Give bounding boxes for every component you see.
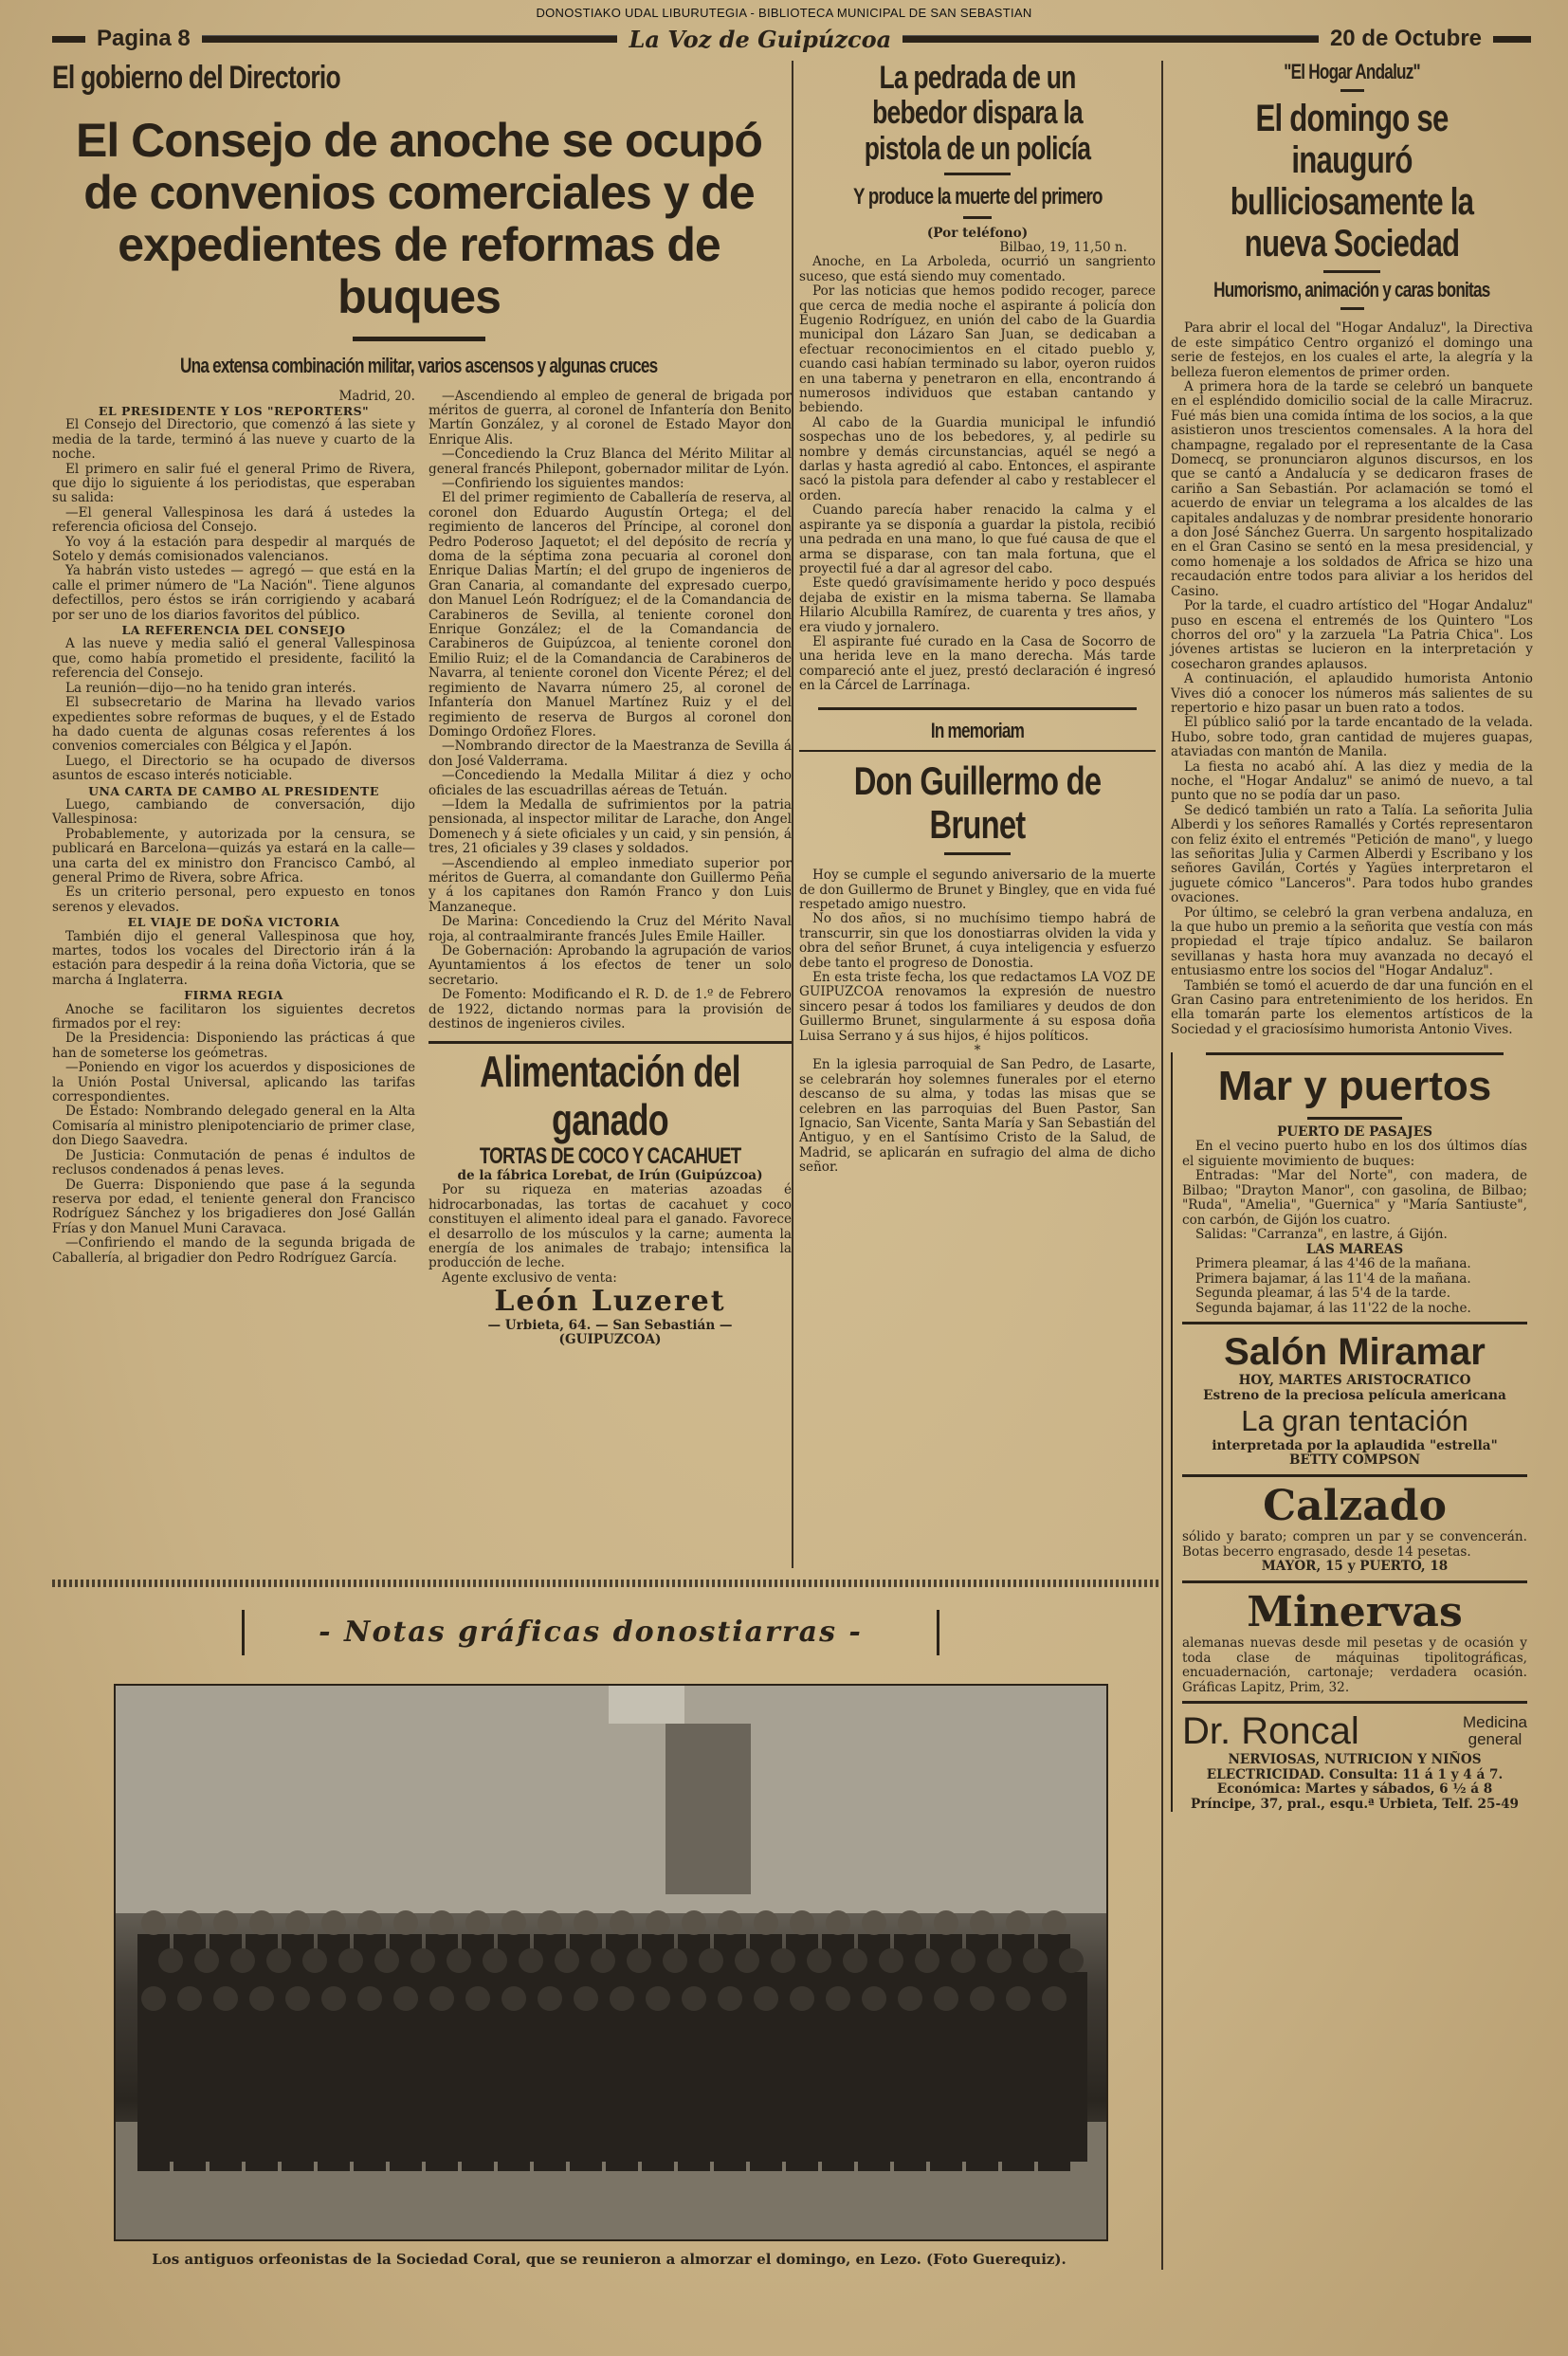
person-head: [357, 1910, 382, 1935]
paragraph: De Justicia: Conmutación de penas é indultos de reclusos condenados á penas leves.: [52, 1147, 415, 1178]
person-head: [338, 1948, 363, 1973]
person-head: [610, 1986, 634, 2011]
paragraph: A las nueve y media salió el general Vallespinosa que, como había prometido el presidente, facilitó la referencia del Consejo.: [52, 636, 415, 682]
roncal-line2: ELECTRICIDAD. Consulta: 11 á 1 y 4 á 7.: [1206, 1766, 1504, 1782]
paragraph: —Poniendo en vigor los acuerdos y disposiciones de la Unión Postal Universal, aplicando las tarifas correspondientes.: [52, 1060, 415, 1105]
header-rule: [52, 36, 85, 43]
notas-title-box: [242, 1610, 939, 1655]
doorway: [665, 1724, 751, 1894]
top-row: [52, 61, 1161, 1568]
divider: [1307, 1117, 1402, 1120]
person-body: [534, 2010, 566, 2171]
roncal-line4: Príncipe, 37, pral., esqu.ª Urbieta, Telf. 25-49: [1190, 1796, 1520, 1812]
divider: [944, 173, 1011, 175]
pedrada-dateline: Bilbao, 19, 11,50 n.: [999, 239, 1127, 255]
notas-title: - Notas gráficas donostiarras -: [319, 1615, 863, 1649]
section-heading: LA REFERENCIA DEL CONSEJO: [121, 623, 346, 638]
roncal-name: Dr. Roncal: [1182, 1710, 1359, 1753]
paragraph: Por último, se celebró la gran verbena andaluza, en la que hubo un premio a la señorita que vestía con más propiedad el traje típico andaluz. Se bailaron sevillanas y hasta hora muy avanzada no decayó el entusiasmo entre los socios del "Hogar Andaluz".: [1171, 904, 1533, 979]
paragraph: Por las noticias que hemos podido recoger, parece que cerca de media noche el aspirante á policía don Eugenio Rodríguez, en unión del cabo de la Guardia municipal don Lázaro San Juan, se dedicaban a efectuar reconocimientos en el citado pueblo y, cuando casi habían terminado su labor, oyeron ruidos en una taberna y penetraron en ella, encontrando á numerosos individuos que estaban cantando y bebiendo.: [799, 283, 1156, 416]
paragraph: Para abrir el local del "Hogar Andaluz", la Directiva de este simpático Centro organizó el domingo una serie de festejos, en los cuales el arte, la alegría y la belleza fueron elementos de primer orden.: [1171, 320, 1533, 380]
person-body: [318, 2010, 350, 2171]
person-head: [646, 1986, 670, 2011]
person-head: [735, 1948, 759, 1973]
person-head: [807, 1948, 831, 1973]
paragraph: También se tomó el acuerdo de dar una función en el Gran Casino para entretenimiento de los heridos. En ella tomarán parte los elementos artísticos de la Sociedad y el graciosísimo humorista Antonio Vives.: [1171, 977, 1533, 1037]
mar-intro: En el vecino puerto hubo en los dos últimos días el siguiente movimiento de buques:: [1182, 1139, 1527, 1169]
paragraph: Por la tarde, el cuadro artístico del "Hogar Andaluz" puso en escena el entremés de los Quintero "Los chorros del oro" y la zarzuela "La Patria Chica". Los jóvenes artistas se lucieron en la interpretación y cosecharon grandes aplausos.: [1171, 598, 1533, 672]
paragraph: —Confiriendo los siguientes mandos:: [442, 476, 684, 492]
divider: [1182, 1322, 1527, 1324]
person-head: [826, 1986, 850, 2011]
person-body: [282, 2010, 314, 2171]
miramar-line1: HOY, MARTES ARISTOCRATICO: [1238, 1373, 1471, 1389]
person-head: [519, 1948, 543, 1973]
miramar-film: La gran tentación: [1241, 1404, 1468, 1438]
person-body: [390, 2010, 422, 2171]
directorio-col2: [428, 390, 792, 1032]
hogar-headline: El domingo se inauguró bulliciosamente la nueva Sociedad: [1230, 98, 1474, 265]
ganado-subtitle: TORTAS DE COCO Y CACAHUET: [479, 1142, 741, 1169]
person-body: [1002, 2010, 1034, 2171]
directorio-columns: [52, 388, 792, 1348]
person-body: [354, 2010, 386, 2171]
person-body: [642, 2010, 674, 2171]
person-head: [429, 1910, 454, 1935]
hogar-article: [1171, 61, 1533, 1037]
person-head: [790, 1986, 814, 2011]
person-head: [357, 1986, 382, 2011]
mar-title: Mar y puertos: [1217, 1063, 1492, 1110]
person-head: [682, 1910, 706, 1935]
paragraph: —Concediendo la Medalla Militar á diez y ocho oficiales de las escuadrillas aéreas de Tetuán.: [428, 768, 792, 798]
person-head: [321, 1986, 346, 2011]
person-head: [393, 1910, 418, 1935]
person-head: [158, 1948, 183, 1973]
paragraph: Al cabo de la Guardia municipal le infundió sospechas uno de los bebedores, y, al pedirle su nombre y demás circunstancias, aquél se negó a darlas y hasta agredió al cabo. Entonces, el aspirante sacó la pistola para defender al cabo y restablecer el orden.: [799, 414, 1156, 503]
person-body: [894, 2010, 926, 2171]
directorio-col1: [52, 390, 415, 1348]
roncal-header: [1182, 1709, 1527, 1753]
person-body: [822, 2010, 854, 2171]
ganado-text: Por su riqueza en materias azoadas é hidrocarbonadas, las tortas de cacahuet y coco constituyen el alimento ideal para el ganado. Favorece el desarrollo de los músculos y la carne; aumenta la energía de los animales de trabajo; intensifica la producción de leche.: [428, 1182, 792, 1271]
person-head: [790, 1910, 814, 1935]
pedrada-subhead: Y produce la muerte del primero: [852, 184, 1103, 210]
person-head: [249, 1910, 274, 1935]
person-head: [538, 1910, 562, 1935]
person-head: [285, 1986, 310, 2011]
person-body: [246, 2010, 278, 2171]
person-head: [1023, 1948, 1048, 1973]
divider: [963, 216, 992, 219]
paragraph: —Idem la Medalla de sufrimientos por la patria pensionada, al inspector militar de Larache, don Angel Domenech y á siete oficiales y un caid, y sin pensión, á tres, 21 oficiales y 39 clases y soldados.: [428, 796, 792, 857]
paragraph: Ya habrán visto ustedes — agregó — que está en la calle el primer número de "La Nación". Tiene algunos defectillos, pero éstos se irán corrigiendo y acabará por ser uno de los diarios favoritos del público.: [52, 563, 415, 623]
person-body: [786, 2010, 818, 2171]
person-head: [465, 1910, 490, 1935]
divider: [1182, 1701, 1527, 1704]
page-header: [52, 25, 1531, 53]
roncal-specialty: Medicina general: [1462, 1713, 1527, 1749]
person-body: [570, 2010, 602, 2171]
person-head: [591, 1948, 615, 1973]
person-head: [483, 1948, 507, 1973]
person-head: [646, 1910, 670, 1935]
divider: [799, 750, 1156, 752]
person-head: [898, 1986, 922, 2011]
mar-section-mareas: LAS MAREAS: [1305, 1241, 1404, 1257]
paragraph: En la iglesia parroquial de San Pedro, de Lasarte, se celebrarán hoy solemnes funerales por el eterno descanso de su alma, y todas las misas que se celebren en las parroquias del Buen Pastor, San Ignacio, San Vicente, Santa María y San Sebastián del Antiguo, y en el Santísimo Cristo de la Salud, de Madrid, se aplicarán en sufragio del alma de dicho señor.: [799, 1057, 1156, 1176]
section-divider: [52, 1580, 1161, 1587]
person-head: [862, 1910, 886, 1935]
person-head: [447, 1948, 471, 1973]
header-rule: [202, 35, 618, 43]
person-head: [934, 1986, 958, 2011]
directorio-subhead: Una extensa combinación militar, varios ascensos y algunas cruces: [180, 354, 658, 378]
hogar-kicker: "El Hogar Andaluz": [1284, 60, 1420, 83]
person-head: [266, 1948, 291, 1973]
paragraph: El aspirante fué curado en la Casa de Socorro de una herida leve en la mano derecha. Más tarde compareció ante el juez, prestó declaración é ingresó en la Cárcel de Larrínaga.: [799, 633, 1156, 694]
person-head: [285, 1910, 310, 1935]
person-head: [1006, 1986, 1030, 2011]
person-head: [574, 1910, 598, 1935]
person-head: [682, 1986, 706, 2011]
paragraph: —Confiriendo el mando de la segunda brigada de Caballería, al brigadier don Pedro Rodríguez García.: [52, 1235, 415, 1266]
person-body: [750, 2010, 782, 2171]
calzado-title: Calzado: [1263, 1481, 1447, 1530]
person-head: [177, 1986, 202, 2011]
miramar-line2: Estreno de la preciosa película americana: [1203, 1387, 1506, 1403]
pedrada-source: (Por teléfono): [926, 225, 1029, 241]
person-head: [879, 1948, 903, 1973]
person-body: [678, 2010, 710, 2171]
person-head: [249, 1986, 274, 2011]
person-head: [610, 1910, 634, 1935]
paragraph: Es un criterio personal, pero expuesto en tonos serenos y elevados.: [52, 885, 415, 915]
pedrada-body: [799, 255, 1156, 693]
section-heading: FIRMA REGIA: [184, 988, 283, 1003]
paragraph: También dijo el general Vallespinosa que hoy, martes, todos los vocales del Directorio irán á la estación para despedir á la reina doña Victoria, que se marcha á Inglaterra.: [52, 928, 415, 988]
person-head: [934, 1910, 958, 1935]
person-body: [714, 2010, 746, 2171]
person-body: [173, 2010, 206, 2171]
person-head: [177, 1910, 202, 1935]
person-head: [987, 1948, 1012, 1973]
calzado-address: MAYOR, 15 y PUERTO, 18: [1261, 1559, 1449, 1575]
person-head: [771, 1948, 795, 1973]
paragraph: A primera hora de la tarde se celebró un banquete en el espléndido domicilio social de la calle Miracruz. Fué más bien una comida íntima de los socios, a la que asistieron unos trescientos comensales. A la hora del champagne, regalado por el representante de la Casa Domecq, se pronunciaron algunos discursos, en los que se cantó a Andalucía y se dedicaron frases de cariño a San Sebastián. Por aclamación se tomó el acuerdo de enviar un telegrama a los alcaldes de las capitales andaluzas y de nombrar presidente honorario a don José Sánchez Guerra. Un sargento hospitalizado en el Gran Casino se sentó en la mesa presidencial, y como homenaje a los soldados de Africa se hizo una recaudación entre todos para aliviar a los heridos del Casino.: [1171, 379, 1533, 599]
paragraph: El del primer regimiento de Caballería de reserva, al coronel don Eduardo Augustín Ortega; el del regimiento de lanceros del Príncipe, al coronel don Pedro Poderoso Jaquetot; el del depósito de recría y doma de la séptima zona pecuaria al coronel don Enrique Dalias Martín; el del grupo de ingenieros de Gran Canaria, al comandante del expresado cuerpo, don Manuel León Rodríguez; el de la Comandancia de Carabineros de Sevilla, al teniente coronel don Enrique González; el de la Comandancia de Carabineros de Guipúzcoa, al teniente coronel don Emilio Ruiz; el de la Comandancia de Carabineros de Navarra, al teniente coronel don Vicente Pérez; el del regimiento de Navarra número 25, al coronel de Infantería don Manuel Martínez Ruiz y el del regimiento de reserva de Burgos al coronel don Domingo Ordoñez Flores.: [428, 490, 792, 740]
person-head: [1042, 1986, 1067, 2011]
hogar-body: [1171, 321, 1533, 1037]
ganado-region: (GUIPUZCOA): [558, 1332, 662, 1348]
section-heading: EL PRESIDENTE Y LOS "REPORTERS": [98, 403, 370, 418]
paragraph: Probablemente, y autorizada por la censura, se publicará en Barcelona—quizás ya estará en la calle—una carta del ex ministro don Francisco Cambó, al general Primo de Rivera, sobre Africa.: [52, 826, 415, 886]
divider: [944, 852, 1011, 855]
person-head: [915, 1948, 939, 1973]
person-head: [141, 1986, 166, 2011]
person-head: [862, 1986, 886, 2011]
person-head: [898, 1910, 922, 1935]
divider: [1340, 89, 1364, 92]
mar-entradas: Entradas: "Mar del Norte", con madera, de Bilbao; "Drayton Manor", con gasolina, de Bilbao; "Ruda", "Amelia", "Guernica" y "María Santiuste", con carbón, de Gijón los cuatro.: [1182, 1168, 1527, 1228]
person-head: [1006, 1910, 1030, 1935]
person-head: [141, 1910, 166, 1935]
person-head: [951, 1948, 975, 1973]
directorio-headline: El Consejo de anoche se ocupó de convenios comerciales y de expedientes de reformas de buques: [76, 114, 762, 324]
paragraph: De Marina: Concediendo la Cruz del Mérito Naval roja, al contraalmirante francés Jules Emile Hailler.: [428, 914, 792, 944]
directorio-article: [52, 61, 792, 1348]
person-head: [410, 1948, 435, 1973]
person-head: [718, 1910, 742, 1935]
brunet-kicker: In memoriam: [930, 718, 1025, 742]
person-head: [393, 1986, 418, 2011]
person-body: [930, 2010, 962, 2171]
paragraph: No dos años, si no muchísimo tiempo habrá de transcurrir, sin que los donostiarras olviden la vida y obra del señor Brunet, á cuya inteligencia y esfuerzo debe tanto el progreso de Donostia.: [799, 911, 1156, 971]
paragraph: *: [974, 1043, 981, 1058]
person-head: [970, 1910, 994, 1935]
paragraph: —Ascendiendo al empleo de general de brigada por méritos de guerra, al coronel de Infantería don Benito Martín González, y al coronel de Estado Mayor don Enrique Alis.: [428, 388, 792, 447]
paragraph: Se dedicó también un rato a Talía. La señorita Julia Alberdi y los señores Ramallés y Cortés representaron con feliz éxito el entremés "Petición de mano", y luego las señoritas Julia y Carmen Alberdi y Escribano y los señores Gavilán, Cortés y Yagües interpretaron el juguete cómico "Lanceros". Para todos hubo grandes ovaciones.: [1171, 802, 1533, 906]
ornament-rule: [1206, 1052, 1504, 1055]
paragraph: La reunión—dijo—no ha tenido gran interés.: [65, 680, 356, 696]
paragraph: En esta triste fecha, los que redactamos LA VOZ DE GUIPUZCOA renovamos la expresión de nuestro sincero pesar á todos los familiares y deudos de don Guillermo Brunet, singularmente á su esposa doña Luisa Serrano y á sus hijos, é hijos políticos.: [799, 969, 1156, 1044]
brunet-headline: Don Guillermo de Brunet: [853, 758, 1102, 847]
photo-illustration: [116, 1686, 1106, 2239]
left-area: [52, 61, 1161, 2268]
library-watermark: DONOSTIAKO UDAL LIBURUTEGIA - BIBLIOTECA MUNICIPAL DE SAN SEBASTIAN: [536, 6, 1032, 20]
person-head: [429, 1986, 454, 2011]
person-head: [501, 1910, 526, 1935]
choir-photo: [114, 1684, 1108, 2241]
tide-line: Primera bajamar, á las 11'4 de la mañana.: [1195, 1270, 1471, 1287]
tide-list: [1182, 1257, 1527, 1316]
right-ads: [1171, 1052, 1533, 1812]
sign-plaque: [609, 1686, 684, 1724]
right-column: [1161, 61, 1533, 2270]
paragraph: —Ascendiendo al empleo inmediato superior por méritos de Guerra, al comandante don Guillermo Peña y á los capitanes don Ramón Franco y don Luis Manzaneque.: [428, 855, 792, 915]
minervas-text: alemanas nuevas desde mil pesetas y de ocasión y toda clase de máquinas tipolitográficas, encuadernación, cartonaje; verdadera ocasión. Gráficas Lapitz, Prim, 32.: [1182, 1635, 1527, 1695]
photo-caption: Los antiguos orfeonistas de la Sociedad Coral, que se reunieron a almorzar el domingo, en Lezo. (Foto Guerequiz).: [152, 2251, 1067, 2268]
person-head: [754, 1910, 778, 1935]
ganado-agent-label: Agente exclusivo de venta:: [442, 1269, 617, 1286]
ganado-ad: [428, 1041, 792, 1347]
pedrada-article: [799, 61, 1156, 694]
ganado-agent: León Luzeret: [494, 1285, 726, 1319]
directorio-kicker: El gobierno del Directorio: [52, 60, 340, 96]
header-rule: [1493, 36, 1531, 43]
person-body: [498, 2010, 530, 2171]
person-head: [627, 1948, 651, 1973]
paragraph: El subsecretario de Marina ha llevado varios expedientes sobre reformas de buques, y el de Estado ha dado cuenta de algunas cosas referentes á los convenios comerciales con Bélgica y el Japón.: [52, 695, 415, 755]
miramar-star: BETTY COMPSON: [1288, 1452, 1421, 1469]
person-head: [194, 1948, 219, 1973]
section-heading: EL VIAJE DE DOÑA VICTORIA: [127, 915, 340, 930]
issue-date: 20 de Octubre: [1329, 26, 1483, 51]
tide-line: Primera pleamar, á las 4'46 de la mañana.: [1195, 1256, 1471, 1272]
miramar-line3: interpretada por la aplaudida "estrella": [1212, 1437, 1498, 1453]
paragraph: De Gobernación: Aprobando la agrupación de varios Ayuntamientos á los efectos de tener un solo secretario.: [428, 943, 792, 988]
divider: [1323, 270, 1380, 273]
person-head: [213, 1986, 238, 2011]
paragraph: La fiesta no acabó ahí. A las diez y media de la noche, el "Hogar Andaluz" se animó de nuevo, a tal punto que no se podía dar un paso.: [1171, 758, 1533, 804]
mar-salidas: Salidas: "Carranza", en lastre, á Gijón.: [1195, 1227, 1448, 1243]
ganado-maker: de la fábrica Lorebat, de Irún (Guipúzcoa): [457, 1168, 763, 1184]
person-body: [606, 2010, 638, 2171]
person-body: [426, 2010, 458, 2171]
person-head: [843, 1948, 867, 1973]
person-head: [574, 1986, 598, 2011]
paragraph: Madrid, 20.: [338, 388, 415, 404]
person-head: [970, 1986, 994, 2011]
person-head: [374, 1948, 399, 1973]
person-head: [754, 1986, 778, 2011]
tide-line: Segunda bajamar, á las 11'22 de la noche.: [1195, 1300, 1471, 1316]
roncal-line1: NERVIOSAS, NUTRICION Y NIÑOS: [1228, 1752, 1482, 1768]
person-head: [501, 1986, 526, 2011]
person-head: [1042, 1910, 1067, 1935]
brunet-body: [799, 868, 1156, 1176]
paragraph: A continuación, el aplaudido humorista Antonio Vives dió a conocer los números más salientes de su repertorio e hizo pasar un buen rato a todos.: [1171, 671, 1533, 716]
paragraph: Luego, cambiando de conversación, dijo Vallespinosa:: [52, 796, 415, 828]
paragraph: Anoche, en La Arboleda, ocurrió un sangriento suceso, que está siendo muy comentado.: [799, 254, 1156, 284]
header-rule: [903, 35, 1319, 43]
divider: [1182, 1580, 1527, 1583]
paragraph: El público salió por la tarde encantado de la velada. Hubo, sobre todo, gran cantidad de mujeres guapas, ataviadas con mantón de Manila.: [1171, 715, 1533, 760]
paragraph: Luego, el Directorio se ha ocupado de diversos asuntos de escaso interés noticiable.: [52, 753, 415, 784]
divider: [1182, 1474, 1527, 1477]
person-head: [321, 1910, 346, 1935]
ganado-title: Alimentación del ganado: [480, 1047, 740, 1145]
person-body: [1038, 2010, 1070, 2171]
tide-line: Segunda pleamar, á las 5'4 de la tarde.: [1195, 1286, 1451, 1302]
person-head: [465, 1986, 490, 2011]
person-head: [1059, 1948, 1084, 1973]
person-body: [210, 2010, 242, 2171]
person-head: [663, 1948, 687, 1973]
calzado-text: sólido y barato; compren un par y se convencerán. Botas becerro engrasado, desde 14 pesetas.: [1182, 1529, 1527, 1560]
page-body: [52, 61, 1533, 2270]
page-number: Pagina 8: [97, 26, 191, 51]
person-head: [538, 1986, 562, 2011]
paragraph: Este quedó gravísimamente herido y poco después dejaba de existir en la misma taberna. Se llamaba Hilario Alcubilla Ramírez, de cuarenta y tres años, y era viudo y jornalero.: [799, 575, 1156, 635]
pedrada-headline: La pedrada de un bebedor dispara la pistola de un policía: [864, 60, 1091, 167]
paragraph: —El general Vallespinosa les dará á ustedes la referencia oficiosa del Consejo.: [52, 504, 415, 536]
person-head: [230, 1948, 255, 1973]
paragraph: —Nombrando director de la Maestranza de Sevilla á don José Valderrama.: [428, 739, 792, 769]
person-head: [699, 1948, 723, 1973]
ornament-rule: [818, 707, 1137, 710]
person-body: [462, 2010, 494, 2171]
section-heading: UNA CARTA DE CAMBO AL PRESIDENTE: [88, 783, 379, 798]
person-head: [826, 1910, 850, 1935]
paragraph: Cuando parecía haber renacido la calma y el aspirante ya se disponía a guardar la pistola, recibió una pedrada en una mano, lo que fué causa de que el arma se disparase, con tan mala fortuna, que el proyectil fué a dar al agresor del cabo.: [799, 502, 1156, 576]
person-head: [302, 1948, 327, 1973]
roncal-line3: Económica: Martes y sábados, 6 ½ á 8: [1216, 1781, 1493, 1798]
person-head: [213, 1910, 238, 1935]
masthead: La Voz de Guipúzcoa: [629, 25, 892, 53]
hogar-subhead: Humorismo, animación y caras bonitas: [1213, 278, 1490, 302]
minervas-title: Minervas: [1247, 1587, 1463, 1636]
paragraph: De la Presidencia: Disponiendo las prácticas á que han de someterse los geómetras.: [52, 1031, 415, 1061]
crowd: [137, 1910, 1087, 2171]
brunet-article: [799, 707, 1156, 1176]
paragraph: Yo voy á la estación para despedir al marqués de Sotelo y demás comisionados valencianos.: [52, 534, 415, 565]
ganado-address: — Urbieta, 64. — San Sebastián —: [487, 1317, 733, 1333]
middle-column: [792, 61, 1156, 1568]
paragraph: De Fomento: Modificando el R. D. de 1.º de Febrero de 1922, dictando normas para la provisión de destinos de ingenieros civiles.: [428, 987, 792, 1032]
paragraph: —Concediendo la Cruz Blanca del Mérito Militar al general francés Philepont, gobernador militar de Lyón.: [428, 447, 792, 477]
person-body: [966, 2010, 998, 2171]
person-head: [718, 1986, 742, 2011]
directorio-col2-wrap: [428, 390, 792, 1348]
miramar-title: Salón Miramar: [1224, 1331, 1486, 1374]
paragraph: Hoy se cumple el segundo aniversario de la muerte de don Guillermo de Brunet y Bingley, que en vida fué respetado amigo nuestro.: [799, 868, 1156, 912]
paragraph: De Estado: Nombrando delegado general en la Alta Comisaría al ministro plenipotenciario de primer clase, don Diego Saavedra.: [52, 1104, 415, 1149]
person-head: [555, 1948, 579, 1973]
paragraph: El primero en salir fué el general Primo de Rivera, que dijo lo siguiente á los periodistas, que esperaban su salida:: [52, 461, 415, 506]
person-body: [137, 2010, 170, 2171]
paragraph: El Consejo del Directorio, que comenzó á las siete y media de la tarde, terminó á las nueve y cuarto de la noche.: [52, 417, 415, 463]
divider: [353, 337, 485, 341]
person-body: [858, 2010, 890, 2171]
paragraph: Anoche se facilitaron los siguientes decretos firmados por el rey:: [52, 1001, 415, 1032]
mar-section-pasajes: PUERTO DE PASAJES: [1277, 1123, 1432, 1140]
divider: [1340, 307, 1364, 310]
paragraph: De Guerra: Disponiendo que pase á la segunda reserva por edad, el teniente general don Francisco Rodríguez Sánchez y los brigadieres don José Gallán Frías y don Manuel Muni Caravaca.: [52, 1177, 415, 1236]
